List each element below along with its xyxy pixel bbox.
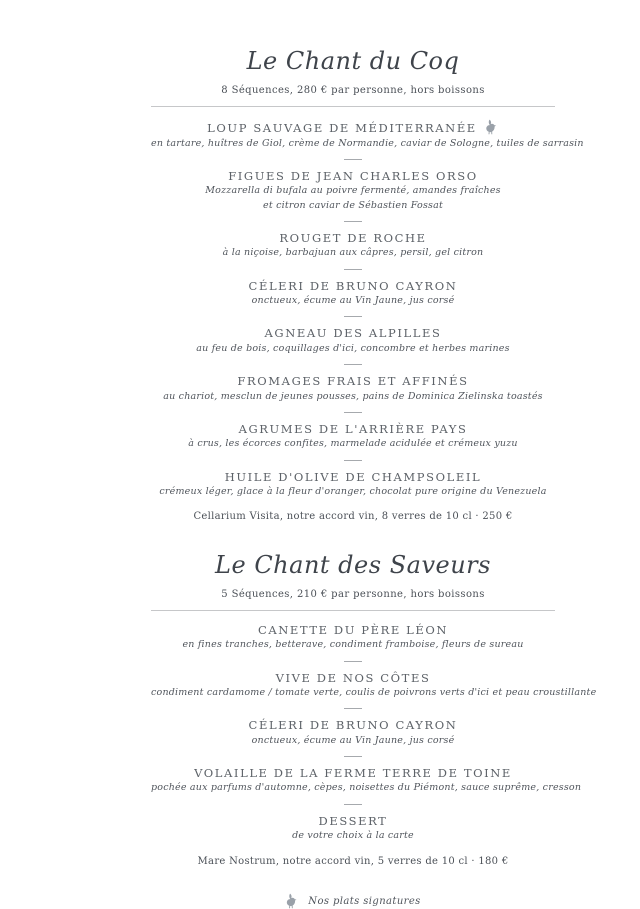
dish-description: crémeux léger, glace à la fleur d'oranger, chocolat pure origine du Venezuela [159, 485, 547, 497]
wine-pairing: Mare Nostrum, notre accord vin, 5 verres de 10 cl · 180 € [197, 855, 509, 867]
dish-divider [344, 269, 362, 270]
dish-name: AGNEAU DES ALPILLES [264, 326, 442, 341]
dish-name: CANETTE DU PÈRE LÉON [257, 622, 449, 637]
dish-item [151, 470, 555, 499]
dish-name: CÉLERI DE BRUNO CAYRON [248, 278, 458, 293]
dish-description: en fines tranches, betterave, condiment framboise, fleurs de sureau [182, 639, 524, 651]
dish-item [151, 119, 584, 150]
dish-item [151, 279, 555, 308]
dish-item [151, 422, 555, 451]
dish-divider [344, 708, 362, 709]
menu-title: Le Chant du Coq [246, 47, 460, 75]
dish-divider [344, 412, 362, 413]
dish-name: FROMAGES FRAIS ET AFFINÉS [237, 374, 469, 389]
dish-name [151, 119, 555, 136]
dish-description: à crus, les écorces confites, marmelade acidulée et crémeux yuzu [188, 438, 518, 450]
dish-divider [344, 756, 362, 757]
dish-item [151, 814, 555, 843]
dish-item [151, 374, 555, 403]
menu-section-chant-du-coq [151, 0, 584, 523]
dish-description: onctueux, écume au Vin Jaune, jus corsé [251, 295, 455, 307]
dish-name: DESSERT [318, 813, 388, 828]
menu-title: Le Chant des Saveurs [215, 551, 491, 580]
dish-divider [344, 364, 362, 365]
dish-name-text: LOUP SAUVAGE DE MÉDITERRANÉE [207, 120, 477, 135]
menu-subtitle: 8 Séquences, 280 € par personne, hors boissons [221, 84, 485, 96]
rooster-icon [285, 893, 299, 909]
rooster-icon [484, 119, 499, 136]
dish-item [151, 169, 555, 212]
dish-description: onctueux, écume au Vin Jaune, jus corsé [251, 734, 455, 746]
dish-description: à la niçoise, barbajuan aux câpres, persil, gel citron [222, 247, 484, 259]
signature-legend [151, 893, 555, 909]
dish-description: au chariot, mesclun de jeunes pousses, pains de Dominica Zielinska toastés [163, 390, 543, 402]
dish-item [151, 623, 555, 652]
dish-divider [344, 316, 362, 317]
menu-section-chant-des-saveurs [151, 522, 597, 867]
dish-divider [344, 804, 362, 805]
wine-pairing: Cellarium Visita, notre accord vin, 8 verres de 10 cl · 250 € [193, 511, 513, 523]
dish-description: de votre choix à la carte [292, 830, 414, 842]
dish-description: Mozzarella di bufala au poivre fermenté, amandes fraîches [205, 185, 501, 197]
dish-name: AGRUMES DE L'ARRIÈRE PAYS [238, 421, 468, 436]
dish-item [151, 231, 555, 260]
dish-name: FIGUES DE JEAN CHARLES ORSO [228, 168, 478, 183]
menu-subtitle: 5 Séquences, 210 € par personne, hors boissons [221, 588, 485, 600]
dish-name: VOLAILLE DE LA FERME TERRE DE TOINE [194, 766, 512, 781]
dish-divider [344, 460, 362, 461]
dish-name: CÉLERI DE BRUNO CAYRON [248, 718, 458, 733]
menu-column [151, 0, 597, 909]
dish-list [151, 611, 597, 843]
dish-divider [344, 221, 362, 222]
dish-name: HUILE D'OLIVE DE CHAMPSOLEIL [224, 469, 482, 484]
dish-item [151, 670, 597, 700]
dish-description: et citron caviar de Sébastien Fossat [263, 199, 443, 211]
dish-list [151, 107, 584, 499]
dish-item [151, 766, 582, 795]
dish-divider [344, 159, 362, 160]
dish-item [151, 326, 555, 355]
dish-description: pochée aux parfums d'automne, cèpes, noisettes du Piémont, sauce suprême, cresson [151, 782, 582, 794]
dish-item [151, 718, 555, 747]
dish-name: ROUGET DE ROCHE [279, 231, 427, 245]
dish-description: au feu de bois, coquillages d'ici, concombre et herbes marines [196, 342, 510, 354]
dish-description: condiment cardamome / tomate verte, coulis de poivrons verts d'ici et peau croustillante [151, 687, 597, 698]
signature-legend-text: Nos plats signatures [308, 895, 421, 907]
dish-description: en tartare, huîtres de Giol, crème de Normandie, caviar de Sologne, tuiles de sarrasin [151, 137, 584, 149]
dish-divider [344, 661, 362, 662]
dish-name: VIVE DE NOS CÔTES [275, 670, 431, 685]
